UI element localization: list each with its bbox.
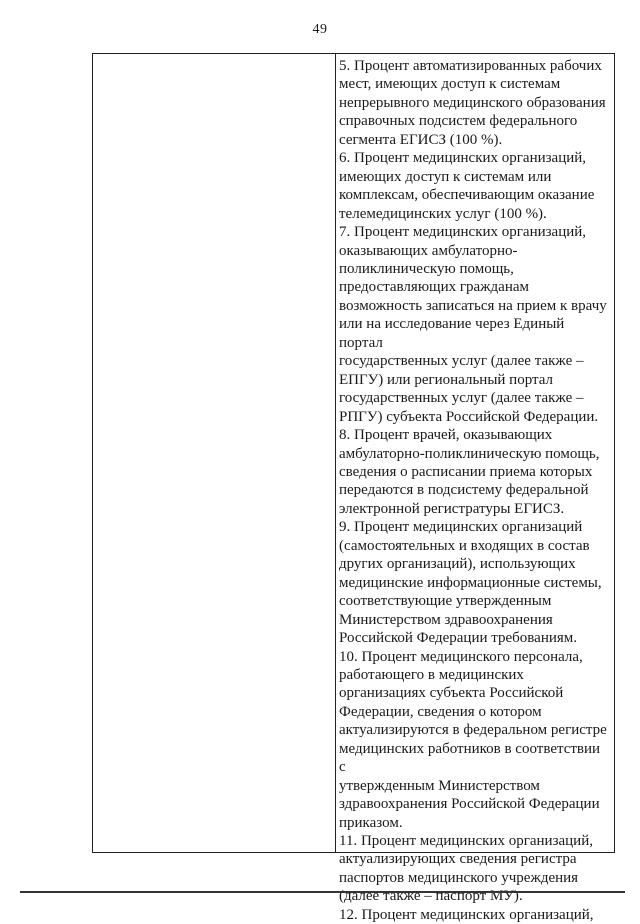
indicator-item-12: 12. Процент медицинских организаций, <box>339 906 594 923</box>
indicator-item-8: 8. Процент врачей, оказывающих амбулаторно-поликлиническую помощь, сведения о расписании приема которых передаются в подсистему федеральной электронной регистратуры ЕГИСЗ. <box>339 427 600 517</box>
indicator-item-9: 9. Процент медицинских организаций (самостоятельных и входящих в состав других организаций), использующих медицинские информационные системы, соответствующие утвержденным Министерством здравоохранения Российской Федерации требованиям. <box>339 519 602 647</box>
page-number: 49 <box>312 22 328 37</box>
indicator-item-10: 10. Процент медицинского персонала, работающего в медицинских организациях субъекта Российской Федерации, сведения о котором актуализируются в федеральном регистре медицинских работников в соответствии с утвержденным Министерством здравоохранения Российской Федерации приказом. <box>339 648 607 831</box>
indicator-item-11: 11. Процент медицинских организаций, актуализирующих сведения регистра паспортов медицинского учреждения (далее также – паспорт МУ). <box>339 833 593 905</box>
indicator-item-7: 7. Процент медицинских организаций, оказывающих амбулаторно- поликлиническую помощь, предоставляющих гражданам возможность записаться на прием к врачу или на исследование через Единый портал государственных услуг (далее также – ЕПГУ) или региональный портал государственных услуг (далее также – РПГУ) субъекта Российской Федерации. <box>339 224 607 425</box>
document-table <box>92 53 615 923</box>
footer-divider <box>20 891 625 893</box>
table-left-column <box>93 54 336 852</box>
indicator-item-5: 5. Процент автоматизированных рабочих мест, имеющих доступ к системам непрерывного медицинского образования справочных подсистем федерального сегмента ЕГИСЗ (100 %). <box>339 58 606 148</box>
table-right-column <box>336 54 614 923</box>
indicator-item-6: 6. Процент медицинских организаций, имеющих доступ к системам или комплексам, обеспечивающим оказание телемедицинских услуг (100 %). <box>339 150 595 222</box>
